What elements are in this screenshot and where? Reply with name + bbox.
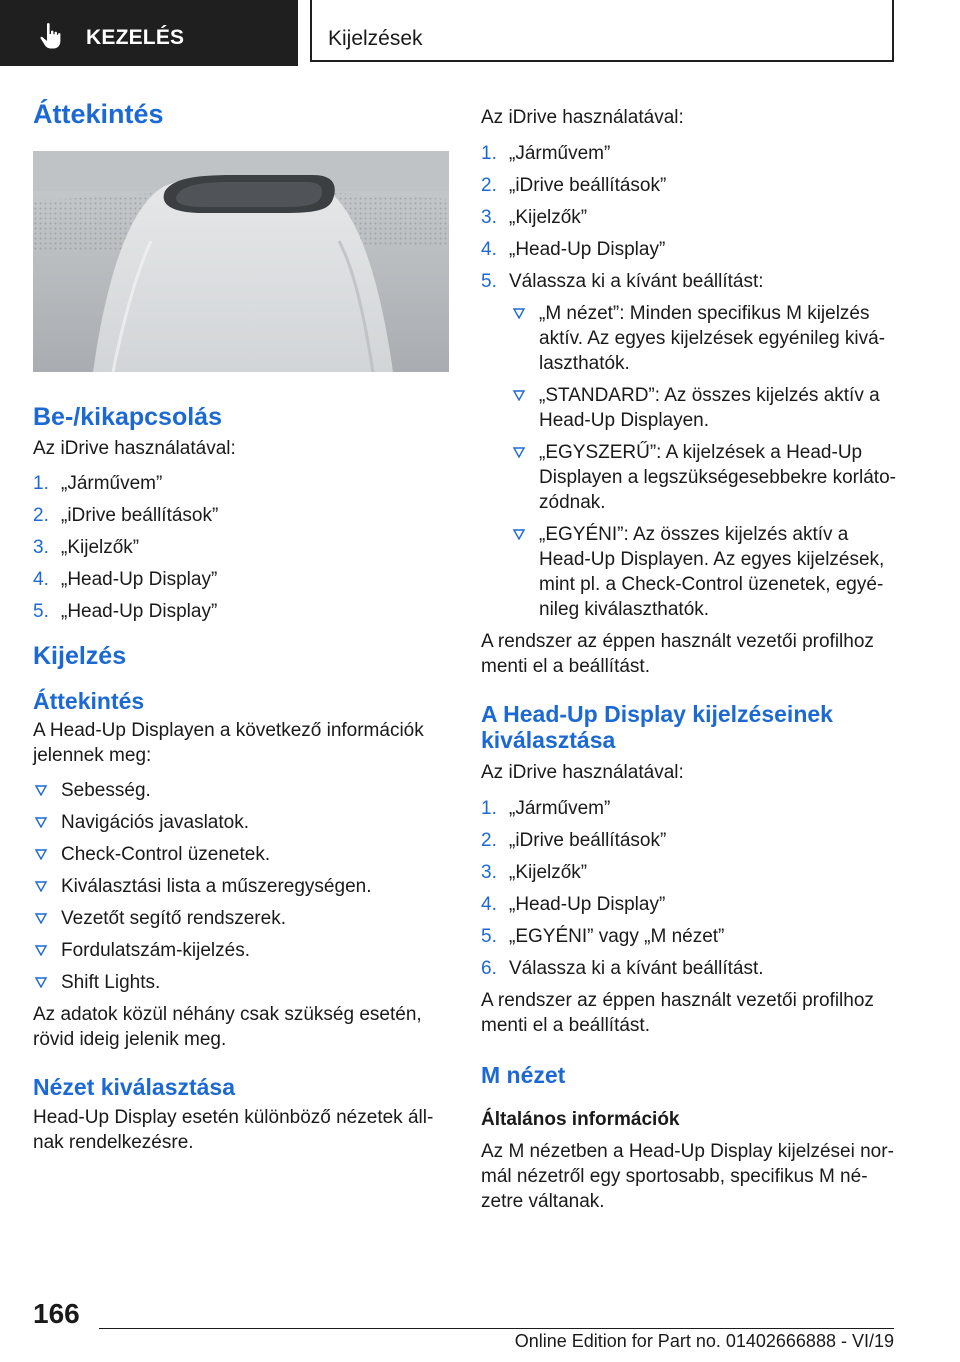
- list-item: „EGYSZERŰ”: A kijelzések a Head-Up Displayen a legszükségesebbekre korlátozódnak.: [481, 440, 899, 515]
- edition-note: Online Edition for Part no. 01402666888 - VI/19: [514, 1331, 894, 1351]
- right-intro: Az iDrive használatával:: [481, 107, 684, 128]
- list-item: 4. „Head-Up Display”: [481, 893, 666, 915]
- view-select-text: Head-Up Display esetén különböző nézetek állnak rendelkezésre.: [33, 1106, 434, 1153]
- triangle-bullet-icon: [513, 447, 525, 458]
- saved-note: A rendszer az éppen használt vezetői profilhoz menti el a beállítást.: [481, 631, 874, 677]
- list-item: 1. „Járművem”: [33, 472, 163, 494]
- list-item: „EGYÉNI”: Az összes kijelzés aktív a Head-Up Displayen. Az egyes kijelzések, mint pl. a Check-Control üzenetek, egyénileg kiválaszthatók.: [481, 522, 899, 622]
- triangle-bullet-icon: [513, 308, 525, 319]
- list-item: 3. „Kijelzők”: [481, 207, 588, 228]
- page-header: [0, 0, 960, 66]
- section-tab: [0, 0, 298, 66]
- overview-heading: Áttekintés: [33, 99, 164, 129]
- m-view-heading: M nézet: [481, 1061, 566, 1088]
- triangle-bullet-icon: [35, 881, 47, 892]
- hud-select-intro: Az iDrive használatával:: [481, 761, 684, 783]
- m-view-text: Az M nézetben a Head-Up Display kijelzései normál nézetről egy sportosabb, specifikus M nézetre váltanak.: [481, 1141, 894, 1212]
- list-item: 1. „Járművem”: [481, 797, 611, 819]
- list-item: Vezetőt segítő rendszerek.: [33, 906, 449, 931]
- display-overview-heading: Áttekintés: [33, 687, 145, 714]
- list-item: Kiválasztási lista a műszeregységen.: [33, 874, 449, 899]
- list-item: 4. „Head-Up Display”: [481, 239, 666, 260]
- list-item: 4. „Head-Up Display”: [33, 568, 218, 590]
- hud-saved-note: A rendszer az éppen használt vezetői profilhoz menti el a beállítást.: [481, 989, 874, 1036]
- hud-select-heading: A Head-Up Display kijelzéseinek kiválasztása: [481, 701, 833, 754]
- onoff-intro: Az iDrive használatával:: [33, 437, 236, 459]
- list-item: 6. Válassza ki a kívánt beállítást.: [481, 957, 764, 979]
- list-item: 3. „Kijelzők”: [481, 861, 588, 883]
- general-info-heading: Általános információk: [481, 1109, 680, 1131]
- view-select-heading: Nézet kiválasztása: [33, 1074, 236, 1101]
- hand-pointer-icon: [38, 22, 64, 50]
- display-intro: A Head-Up Displayen a következő információk jelennek meg:: [33, 720, 424, 767]
- list-item: 5. Válassza ki a kívánt beállítást:: [481, 271, 764, 292]
- chapter-title: Kijelzések: [328, 27, 423, 50]
- triangle-bullet-icon: [35, 945, 47, 956]
- list-item: 2. „iDrive beállítások”: [33, 504, 219, 526]
- list-item: 1. „Járművem”: [481, 143, 611, 164]
- list-item: „STANDARD”: Az összes kijelzés aktív a Head-Up Displayen.: [481, 383, 899, 433]
- display-heading: Kijelzés: [33, 641, 127, 670]
- triangle-bullet-icon: [35, 977, 47, 988]
- chapter-tab: [310, 0, 894, 62]
- left-column: [33, 100, 449, 1155]
- triangle-bullet-icon: [35, 849, 47, 860]
- list-item: Check-Control üzenetek.: [33, 842, 449, 867]
- triangle-bullet-icon: [513, 529, 525, 540]
- triangle-bullet-icon: [35, 913, 47, 924]
- page-number: 166: [33, 1298, 80, 1329]
- list-item: 3. „Kijelzők”: [33, 536, 140, 558]
- list-item: Fordulatszám-kijelzés.: [33, 938, 449, 963]
- right-column: [481, 105, 899, 1214]
- triangle-bullet-icon: [35, 817, 47, 828]
- head-up-display-photo: [33, 151, 449, 372]
- section-label: KEZELÉS: [86, 26, 185, 49]
- onoff-heading: Be-/kikapcsolás: [33, 402, 222, 431]
- list-item: 5. „EGYÉNI” vagy „M nézet”: [481, 925, 725, 947]
- hud-select-steps: [481, 796, 899, 981]
- footer-divider: [99, 1328, 894, 1329]
- triangle-bullet-icon: [513, 390, 525, 401]
- list-item: 2. „iDrive beállítások”: [481, 175, 667, 196]
- list-item: Sebesség.: [33, 778, 449, 803]
- display-note: Az adatok közül néhány csak szükség esetén, rövid ideig jelenik meg.: [33, 1004, 422, 1051]
- list-item: „M nézet”: Minden specifikus M kijelzés aktív. Az egyes kijelzések egyénileg kiválaszthatók.: [481, 301, 899, 376]
- display-items: [33, 778, 449, 995]
- settings-steps: [481, 141, 899, 294]
- list-item: 2. „iDrive beállítások”: [481, 829, 667, 851]
- list-item: Navigációs javaslatok.: [33, 810, 449, 835]
- list-item: Shift Lights.: [33, 970, 449, 995]
- triangle-bullet-icon: [35, 785, 47, 796]
- onoff-steps: [33, 471, 449, 624]
- view-options: [481, 301, 899, 622]
- list-item: 5. „Head-Up Display”: [33, 600, 218, 622]
